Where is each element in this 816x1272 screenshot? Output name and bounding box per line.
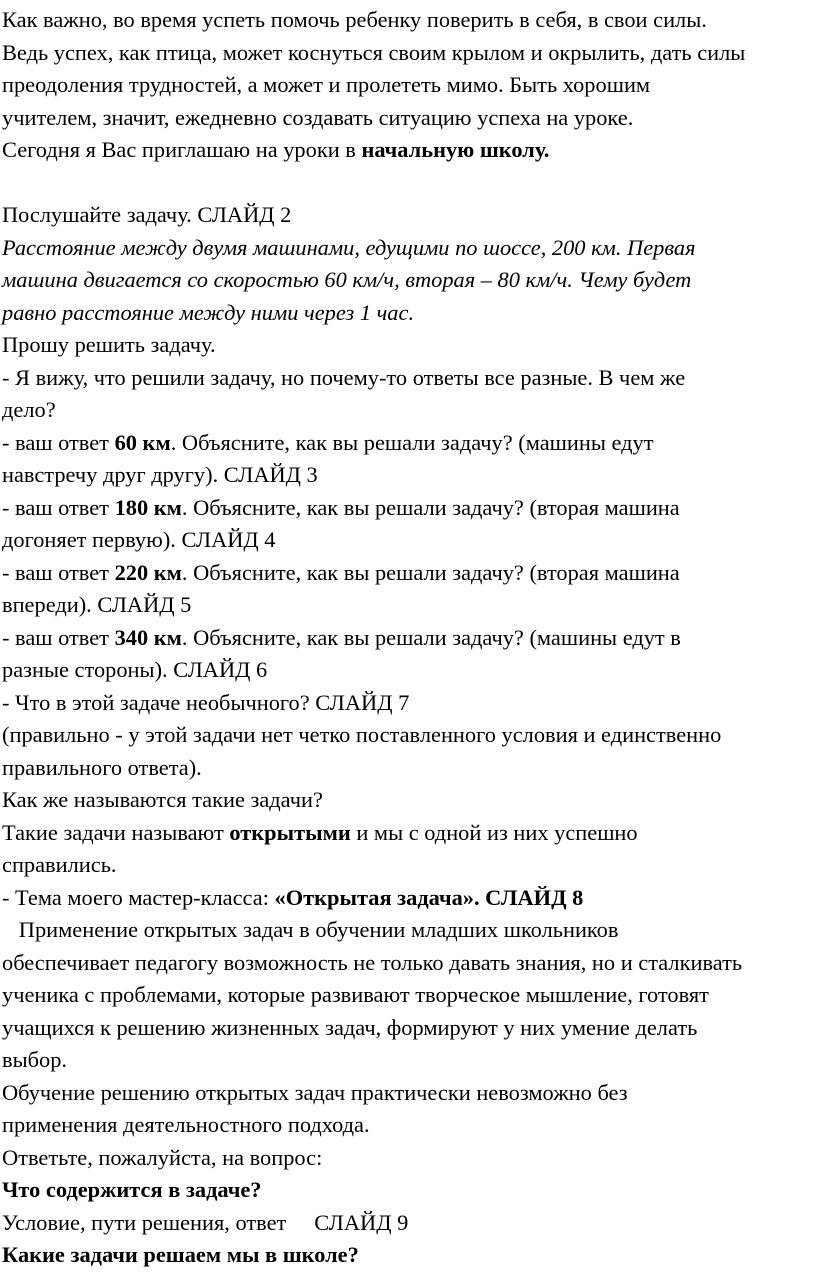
text-line: (правильно - у этой задачи нет четко поставленного условия и единственно xyxy=(2,722,722,747)
text-line: впереди). СЛАЙД 5 xyxy=(2,592,192,617)
task-text-line: равно расстояние между ними через 1 час. xyxy=(2,299,415,325)
bold-text: открытыми xyxy=(229,819,351,845)
text-line: Прошу решить задачу. xyxy=(2,332,216,357)
text-segment: . Объясните, как вы решали задачу? (машины едут в xyxy=(181,624,681,650)
text-line: Ответьте, пожалуйста, на вопрос: xyxy=(2,1144,323,1170)
bold-text: 220 км xyxy=(114,559,182,585)
bold-text: 180 км xyxy=(114,494,182,520)
text-segment: и мы с одной из них успешно xyxy=(350,819,638,845)
text-line: разные стороны). СЛАЙД 6 xyxy=(2,657,268,682)
text-line xyxy=(2,622,816,655)
text-segment: . Объясните, как вы решали задачу? (вторая машина xyxy=(181,494,680,520)
text-line xyxy=(2,427,816,460)
text-line: правильного ответа). xyxy=(2,754,202,780)
text-line: выбор. xyxy=(2,1047,67,1072)
text-line: - Что в этой задаче необычного? СЛАЙД 7 xyxy=(2,689,410,715)
text-line: дело? xyxy=(2,397,56,422)
bold-text: «Открытая задача». СЛАЙД 8 xyxy=(274,884,584,910)
text-line: Обучение решению открытых задач практически невозможно без xyxy=(2,1079,628,1105)
text-segment: Сегодня я Вас приглашаю на уроки в xyxy=(2,137,362,162)
text-segment: - ваш ответ xyxy=(2,429,115,455)
text-line: ученика с проблемами, которые развивают творческое мышление, готовят xyxy=(2,982,709,1007)
text-line xyxy=(2,817,816,850)
text-line xyxy=(2,882,816,915)
text-line: Применение открытых задач в обучении младших школьников xyxy=(2,917,619,942)
text-segment: - Тема моего мастер-класса: xyxy=(2,884,275,910)
question-heading: Какие задачи решаем мы в школе? xyxy=(2,1242,359,1267)
text-segment: . Объясните, как вы решали задачу? (вторая машина xyxy=(181,559,680,585)
text-line: учащихся к решению жизненных задач, формируют у них умение делать xyxy=(2,1014,698,1040)
blank-line xyxy=(2,167,816,200)
text-line: применения деятельностного подхода. xyxy=(2,1112,370,1137)
text-line: навстречу друг другу). СЛАЙД 3 xyxy=(2,462,318,487)
text-line xyxy=(2,492,816,525)
text-segment: . Объясните, как вы решали задачу? (машины едут xyxy=(170,429,654,455)
text-line: Условие, пути решения, ответ СЛАЙД 9 xyxy=(2,1209,409,1235)
text-line: Как важно, во время успеть помочь ребенку поверить в себя, в свои силы. xyxy=(2,7,707,32)
text-segment: - ваш ответ xyxy=(2,494,115,520)
text-segment: Такие задачи называют xyxy=(2,819,230,845)
bold-text: 60 км xyxy=(114,429,171,455)
text-line: Ведь успех, как птица, может коснуться своим крылом и окрылить, дать силы xyxy=(2,39,746,65)
text-line: - Я вижу, что решили задачу, но почему-то ответы все разные. В чем же xyxy=(2,364,686,390)
text-line: догоняет первую). СЛАЙД 4 xyxy=(2,527,276,552)
text-segment: - ваш ответ xyxy=(2,624,115,650)
text-line: учителем, значит, ежедневно создавать ситуацию успеха на уроке. xyxy=(2,104,634,130)
bold-text: 340 км xyxy=(114,624,182,650)
bold-text: начальную школу. xyxy=(361,137,550,162)
text-line: справились. xyxy=(2,852,117,877)
text-line xyxy=(2,134,816,167)
task-text-line: машина двигается со скоростью 60 км/ч, вторая – 80 км/ч. Чему будет xyxy=(2,267,692,292)
text-line: Послушайте задачу. СЛАЙД 2 xyxy=(2,202,292,227)
text-line: преодоления трудностей, а может и пролететь мимо. Быть хорошим xyxy=(2,72,651,97)
text-line xyxy=(2,557,816,590)
task-text-line: Расстояние между двумя машинами, едущими по шоссе, 200 км. Первая xyxy=(2,234,696,260)
text-line: обеспечивает педагогу возможность не только давать знания, но и сталкивать xyxy=(2,949,743,975)
text-segment: - ваш ответ xyxy=(2,559,115,585)
text-line: Как же называются такие задачи? xyxy=(2,787,323,812)
question-heading: Что содержится в задаче? xyxy=(2,1177,262,1202)
